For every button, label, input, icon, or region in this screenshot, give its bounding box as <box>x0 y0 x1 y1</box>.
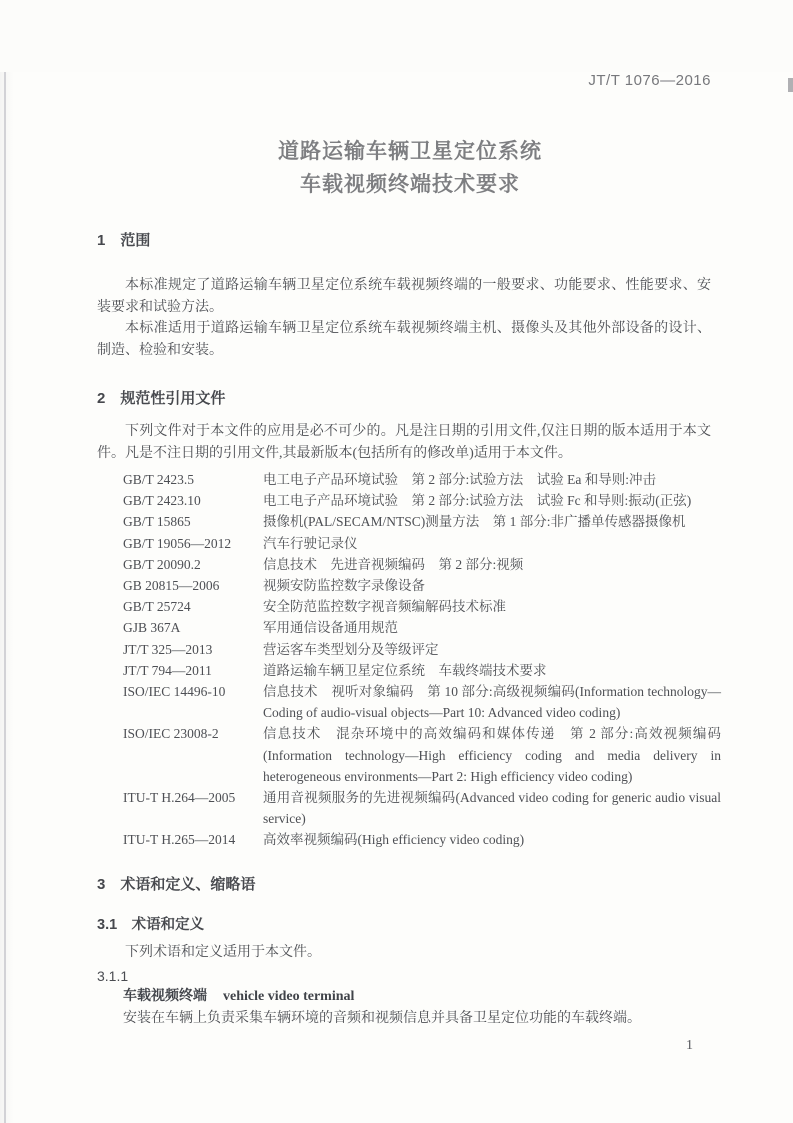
term-line <box>123 985 711 1008</box>
term-number: 3.1.1 <box>97 968 129 985</box>
reference-title: 道路运输车辆卫星定位系统 车载终端技术要求 <box>263 662 547 678</box>
scanned-document-page <box>0 72 793 1123</box>
reference-title: 摄像机(PAL/SECAM/NTSC)测量方法 第 1 部分:非广播单传感器摄像机 <box>263 514 686 530</box>
reference-title: 信息技术 先进音视频编码 第 2 部分:视频 <box>263 556 524 572</box>
reference-code: GB/T 25724 <box>123 599 191 615</box>
reference-code: GB/T 2423.10 <box>123 493 201 509</box>
section-3-heading: 3 术语和定义、缩略语 <box>97 875 256 893</box>
doc-number: JT/T 1076—2016 <box>588 72 711 89</box>
page-number: 1 <box>686 1038 693 1054</box>
reference-row <box>123 554 721 575</box>
reference-code: GB/T 2423.5 <box>123 472 195 487</box>
reference-title: 电工电子产品环境试验 第 2 部分:试验方法 试验 Ea 和导则:冲击 <box>263 472 656 487</box>
reference-code: JT/T 794—2011 <box>123 662 212 678</box>
reference-title: 视频安防监控数字录像设备 <box>263 578 425 594</box>
section-3-1-intro: 下列术语和定义适用于本文件。 <box>125 944 321 960</box>
term-definition: 安装在车辆上负责采集车辆环境的音频和视频信息并具备卫星定位功能的车载终端。 <box>123 1010 641 1026</box>
reference-title: 通用音视频服务的先进视频编码(Advanced video coding for generic audio visual service) <box>263 790 721 827</box>
reference-row <box>123 617 721 638</box>
reference-row <box>123 575 721 596</box>
reference-code: GB/T 19056—2012 <box>123 535 232 551</box>
reference-row <box>123 490 721 511</box>
reference-row <box>123 681 721 723</box>
page-content <box>0 72 793 1054</box>
reference-title: 高效率视频编码(High efficiency video coding) <box>263 832 525 848</box>
document-title-line2: 车载视频终端技术要求 <box>300 173 520 196</box>
reference-code: ITU-T H.265—2014 <box>123 832 236 848</box>
reference-code: ISO/IEC 23008-2 <box>123 726 219 742</box>
term-name-zh: 车载视频终端 <box>123 987 207 1004</box>
reference-code: GB/T 20090.2 <box>123 556 201 572</box>
reference-row <box>123 723 721 787</box>
reference-row <box>123 469 721 490</box>
section-1-paragraph-1: 本标准规定了道路运输车辆卫星定位系统车载视频终端的一般要求、功能要求、性能要求、安装要求和试验方法。 <box>97 278 711 315</box>
reference-row <box>123 787 721 829</box>
section-3-1-heading: 3.1 术语和定义 <box>97 916 205 933</box>
reference-code: GB 20815—2006 <box>123 578 220 594</box>
document-title <box>109 135 711 201</box>
references-list <box>123 469 721 851</box>
reference-row <box>123 829 721 850</box>
reference-row <box>123 533 721 554</box>
reference-row <box>123 660 721 681</box>
reference-title: 信息技术 视听对象编码 第 10 部分:高级视频编码(Information technology—Coding of audio-visual objects—Part 10: Advanced video coding) <box>263 684 721 721</box>
document-title-line1: 道路运输车辆卫星定位系统 <box>278 140 542 163</box>
reference-row <box>123 596 721 617</box>
reference-title: 汽车行驶记录仪 <box>263 535 358 551</box>
reference-title: 信息技术 混杂环境中的高效编码和媒体传递 第 2 部分:高效视频编码(Information technology—High efficiency coding and media delivery in heterogeneous environments—Part 2: High efficiency video coding) <box>263 726 721 784</box>
reference-code: ITU-T H.264—2005 <box>123 790 236 806</box>
reference-title: 营运客车类型划分及等级评定 <box>263 641 439 657</box>
section-2-intro: 下列文件对于本文件的应用是必不可少的。凡是注日期的引用文件,仅注日期的版本适用于本文件。凡是不注日期的引用文件,其最新版本(包括所有的修改单)适用于本文件。 <box>97 424 711 461</box>
section-2-heading: 2 规范性引用文件 <box>97 390 226 407</box>
reference-code: JT/T 325—2013 <box>123 641 213 657</box>
reference-code: GB/T 15865 <box>123 514 191 530</box>
reference-row <box>123 639 721 660</box>
section-1-heading: 1 范围 <box>97 232 151 249</box>
reference-code: GJB 367A <box>123 620 181 636</box>
term-name-en: vehicle video terminal <box>223 989 355 1005</box>
reference-title: 电工电子产品环境试验 第 2 部分:试验方法 试验 Fc 和导则:振动(正弦) <box>263 493 692 509</box>
section-1-paragraph-2: 本标准适用于道路运输车辆卫星定位系统车载视频终端主机、摄像头及其他外部设备的设计、制造、检验和安装。 <box>97 321 711 358</box>
reference-title: 军用通信设备通用规范 <box>263 620 398 636</box>
reference-row <box>123 511 721 532</box>
reference-title: 安全防范监控数字视音频编解码技术标准 <box>263 599 506 615</box>
reference-code: ISO/IEC 14496-10 <box>123 684 226 700</box>
